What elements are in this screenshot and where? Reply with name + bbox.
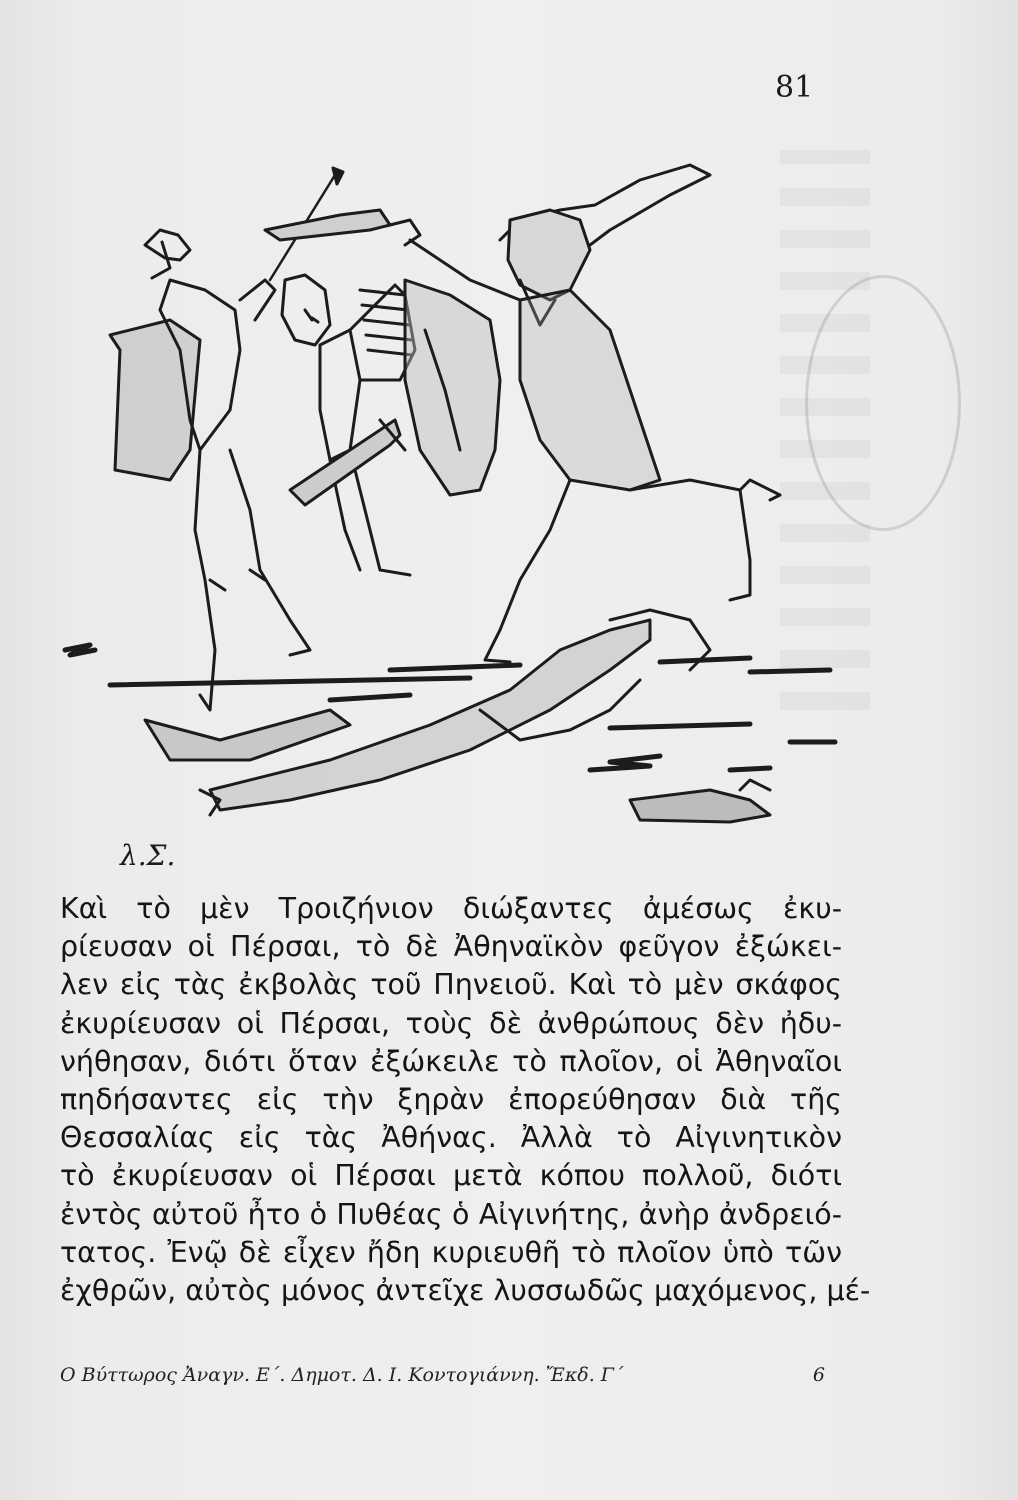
footer-credit: Ο Βύττωρος Ἀναγν. Ε΄. Δημοτ. Δ. Ι. Κοντογιάννη. Ἔκδ. Γ΄ — [60, 1364, 624, 1386]
text-line: ρίευσαν οἱ Πέρσαι, τὸ δὲ Ἀθηναϊκὸν φεῦγον ἐξώκει- — [60, 930, 842, 964]
text-line: ἐκυρίευσαν οἱ Πέρσαι, τοὺς δὲ ἀνθρώπους δὲν ἠδυ- — [60, 1006, 842, 1040]
text-line: Θεσσαλίας εἰς τὰς Ἀθήνας. Ἀλλὰ τὸ Αἰγινητικὸν — [60, 1121, 842, 1155]
greek-warrior-right — [265, 165, 780, 662]
sheet-number: 6 — [812, 1364, 825, 1386]
page-footer — [60, 1364, 825, 1386]
text-line: λεν εἰς τὰς ἐκβολὰς τοῦ Πηνειοῦ. Καὶ τὸ μὲν σκάφος — [60, 968, 842, 1002]
greek-shield — [405, 280, 500, 495]
text-line: ἐντὸς αὐτοῦ ἦτο ὁ Πυθέας ὁ Αἰγινήτης, ἀνὴρ ἀνδρειό- — [60, 1197, 842, 1231]
text-line: πηδήσαντες εἰς τὴν ξηρὰν ἐπορεύθησαν διὰ τῆς — [60, 1083, 842, 1117]
dropped-sword — [290, 420, 405, 505]
text-line: νήθησαν, διότι ὅταν ἐξώκειλε τὸ πλοῖον, οἱ Ἀθηναῖοι — [60, 1044, 842, 1078]
illustrator-signature: λ.Σ. — [120, 839, 176, 872]
text-line: τὸ ἐκυρίευσαν οἱ Πέρσαι μετὰ κόπου πολλοῦ, διότι — [60, 1159, 842, 1193]
page-number: 81 — [775, 70, 814, 105]
text-line: Καὶ τὸ μὲν Τροιζήνιον διώξαντες ἀμέσως ἐκυ- — [60, 892, 842, 925]
battle-drawing — [50, 150, 850, 880]
battle-illustration — [50, 150, 850, 880]
persian-warrior-left — [110, 230, 310, 710]
body-paragraph — [60, 890, 871, 1310]
text-line: ἐχθρῶν, αὐτὸς μόνος ἀντεῖχε λυσσωδῶς μαχόμενος, μέ- — [60, 1274, 871, 1308]
fallen-warrior — [145, 610, 770, 822]
text-line: τατος. Ἐνῷ δὲ εἶχεν ἤδη κυριευθῆ τὸ πλοῖον ὑπὸ τῶν — [60, 1235, 842, 1269]
